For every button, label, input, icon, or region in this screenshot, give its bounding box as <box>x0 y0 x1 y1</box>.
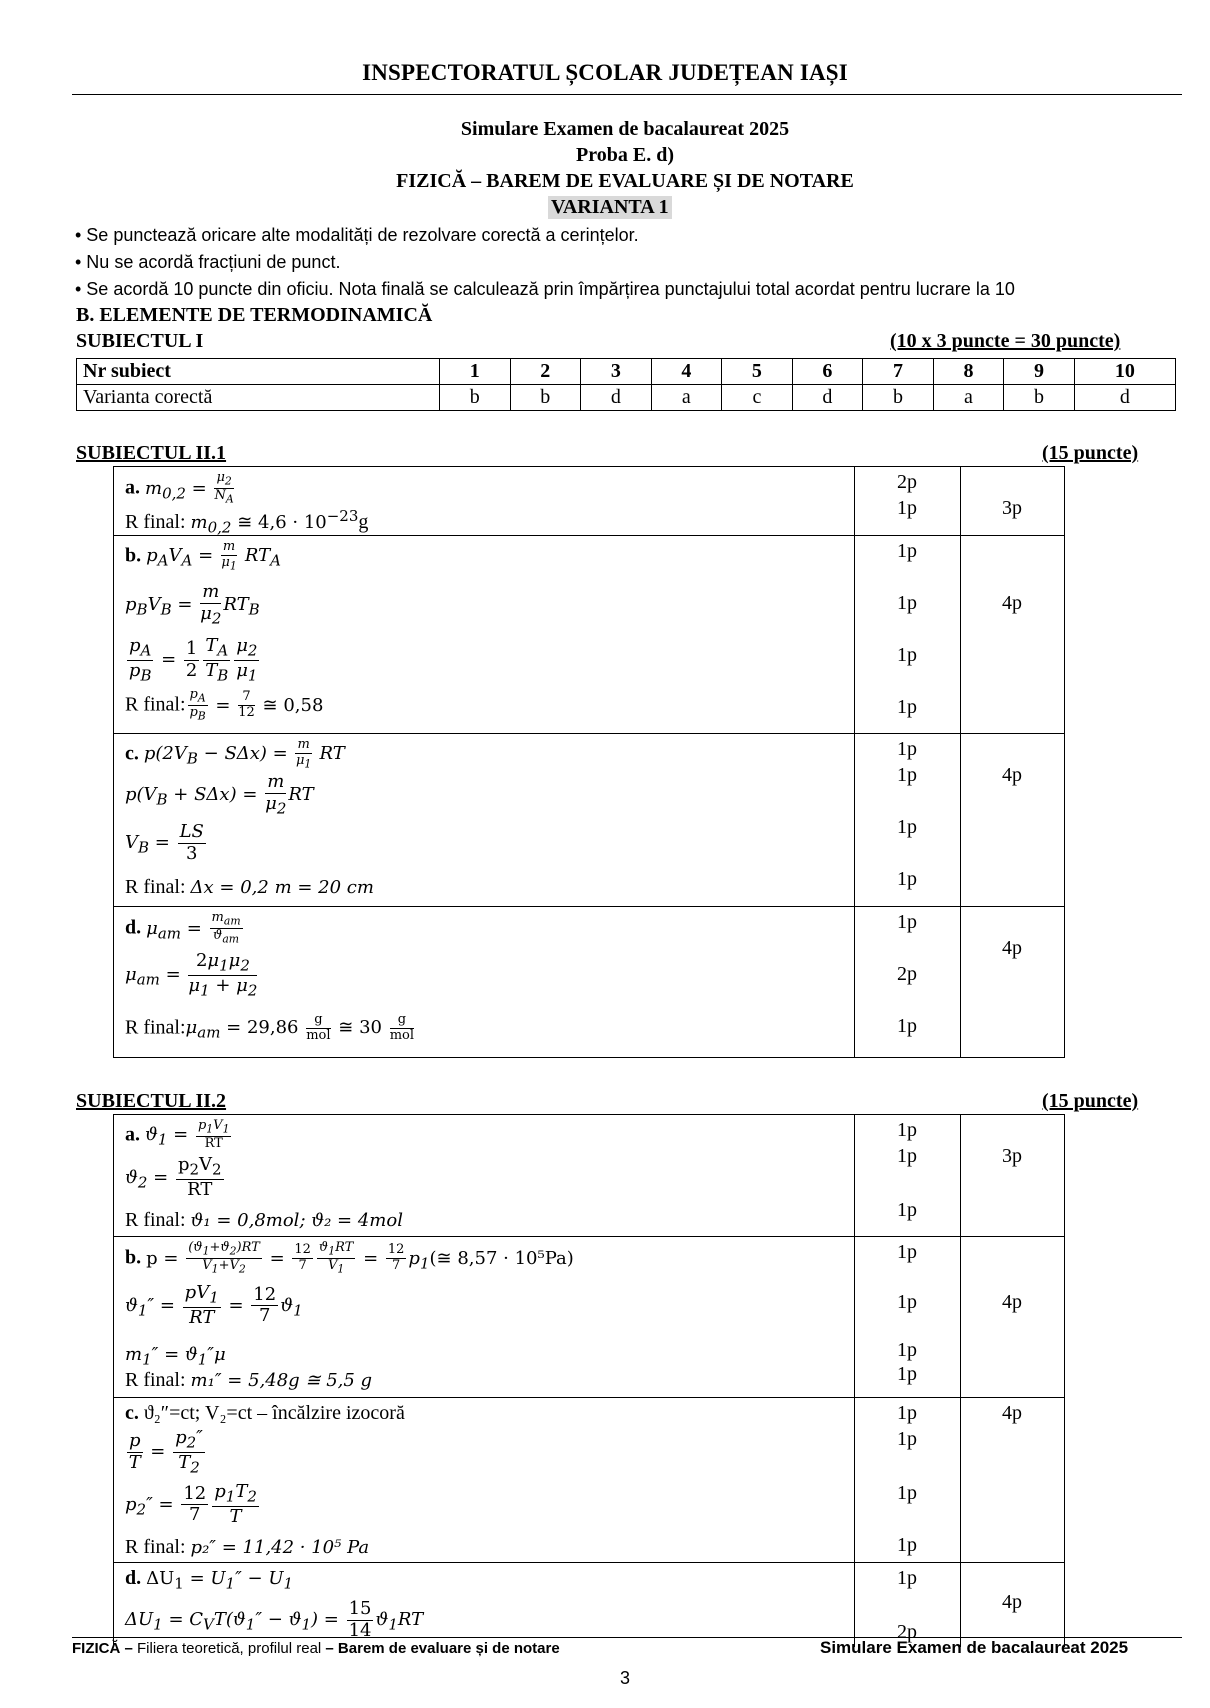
table-cell: b <box>510 385 581 411</box>
final-value: Δx = 0,2 m = 20 cm <box>190 877 374 898</box>
rule-1: • Se punctează oricare alte modalități de rezolvare corectă a cerințelor. <box>75 225 639 245</box>
points: 1p <box>897 1339 917 1361</box>
unit-numerator: g <box>390 1013 414 1029</box>
table-header-label: Nr subiect <box>77 359 440 385</box>
final-label: R final: <box>125 1536 186 1558</box>
table-cell: a <box>933 385 1004 411</box>
final-label: R final: <box>125 1016 186 1039</box>
total-points: 3p <box>1002 497 1022 519</box>
points: 1p <box>897 1241 917 1263</box>
unit-denominator: mol <box>306 1027 331 1043</box>
subject22-row-d: d. $\Delta U_1 = U_1'' - U_1$ $\Delta U_1 = C_VT(ϑ_1'' - ϑ_1)$ = $\frac{15}{14}$ $ϑ_1RT$ 1p 2p 4p <box>114 1562 1064 1647</box>
item-label: d <box>125 1567 137 1589</box>
total-points: 4p <box>1002 1402 1022 1424</box>
section-title: B. ELEMENTE DE TERMODINAMICĂ <box>76 304 433 326</box>
total-points: 4p <box>1002 592 1022 614</box>
table-cell: 2 <box>510 359 581 385</box>
table-cell: b <box>863 385 934 411</box>
final-value: ≅ 4,6 · 10 <box>237 512 327 533</box>
points: 1p <box>897 1567 917 1589</box>
table-cell: 8 <box>933 359 1004 385</box>
table-cell: 6 <box>792 359 863 385</box>
points: 1p <box>897 1363 917 1385</box>
points: 1p <box>897 540 917 562</box>
subject22-row-a: a. $ϑ_1$ = $\frac{p_1V_1}{RT}$ $ϑ_2$ = $\frac{p_2V_2}{RT}$ R final: ϑ₁ = 0,8mol; ϑ₂ = 4mol 1p 1p 1p 3p <box>114 1115 1064 1236</box>
points: 1p <box>897 1145 917 1167</box>
item-label: b <box>125 544 137 567</box>
points: 1p <box>897 816 917 838</box>
final-unit: g <box>358 511 369 533</box>
final-value: m₁″ = 5,48g ≅ 5,5 g <box>190 1370 373 1391</box>
table-cell: 10 <box>1074 359 1175 385</box>
table-answer-label: Varianta corectă <box>77 385 440 411</box>
points: 2p <box>897 1621 917 1643</box>
table-cell: 5 <box>722 359 793 385</box>
total-points: 4p <box>1002 1591 1022 1613</box>
final-label: R final: <box>125 1209 186 1231</box>
points: 1p <box>897 1402 917 1424</box>
header-divider <box>72 94 1182 95</box>
points: 1p <box>897 1291 917 1313</box>
exam-proba: Proba E. d) <box>576 144 674 166</box>
table-cell: a <box>651 385 722 411</box>
item-label: a <box>125 1123 135 1146</box>
total-points: 4p <box>1002 764 1022 786</box>
footer-left: FIZICĂ – Filiera teoretică, profilul real – Barem de evaluare și de notare <box>72 1640 560 1657</box>
points: 2p <box>897 963 917 985</box>
final-value-rounded: ≅ 30 <box>338 1017 382 1039</box>
points: 1p <box>897 738 917 760</box>
subject21-grid <box>113 466 1065 1058</box>
subject22-grid <box>113 1114 1065 1647</box>
table-cell: d <box>1074 385 1175 411</box>
points: 1p <box>897 1119 917 1141</box>
table-cell: 1 <box>440 359 511 385</box>
subject21-row-a: a. $m_{0,2}$ = $\frac{\mu_2}{N_A}$ R final: $m_{0,2}$ ≅ $4,6 \cdot 10^{-23}g$ 2p 1p 3p <box>114 467 1064 535</box>
page-header-title: INSPECTORATUL ȘCOLAR JUDEȚEAN IAȘI <box>362 60 848 85</box>
subject21-title: SUBIECTUL II.1 <box>76 442 227 464</box>
final-label: R final: <box>125 693 186 716</box>
subject22-row-c: c. ϑ₂″=ct; V₂=ct – încălzire izocoră $\frac{p}{T}$ = $\frac{p_2''}{T_2}$ $p_2''$ = $\frac{12}{7}$ $\frac{p_1T_2}{T}$ R final: p₂″ = 11,42 · 10⁵ Pa 1p 1p 1p 1p 4p <box>114 1397 1064 1562</box>
subject21-points: (15 puncte) <box>1042 442 1139 464</box>
table-cell: 9 <box>1004 359 1075 385</box>
item-label: c <box>125 1402 134 1424</box>
final-value: ≅ 0,58 <box>262 694 324 716</box>
total-points: 4p <box>1002 1291 1022 1313</box>
points: 1p <box>897 592 917 614</box>
final-value: = 29,86 <box>226 1017 299 1039</box>
subject1-title: SUBIECTUL I <box>76 330 204 352</box>
final-value: p₂″ = 11,42 · 10⁵ Pa <box>190 1537 370 1558</box>
item-label: c <box>125 742 134 765</box>
subject21-row-c: c. $p(2V_B - S\Delta x)$ = $\frac{m}{\mu_1}$ RT $p(V_B + S\Delta x)$ = $\frac{m}{\mu_2}$ RT $V_B$ = $\frac{LS}{3}$ R final: Δx = 0,2 m = 20 cm 1p 1p 1p 1p 4p <box>114 733 1064 906</box>
points: 1p <box>897 764 917 786</box>
unit-denominator: mol <box>389 1027 415 1043</box>
rule-2: • Nu se acordă fracțiuni de punct. <box>75 252 341 272</box>
subject1-points: (10 x 3 puncte = 30 puncte) <box>890 330 1121 352</box>
table-row <box>77 385 1176 411</box>
subject21-row-d: d. $\mu_{am}$ = $m_{am}$ $ϑ_{am}$ $\mu_{am}$ = $\frac{2\mu_1\mu_2}{\mu_1 + \mu_2}$ R $final:\mu_{am} = 29,86$ g mol ≅ 30 g mol 1p 2p 1p 4p <box>114 906 1064 1057</box>
table-cell: d <box>792 385 863 411</box>
points: 1p <box>897 1199 917 1221</box>
answers-table <box>76 358 1176 411</box>
condition-text: ϑ₂″=ct; V₂=ct – încălzire izocoră <box>143 1402 405 1424</box>
points: 1p <box>897 1534 917 1556</box>
table-cell: 3 <box>581 359 652 385</box>
exam-subject: FIZICĂ – BAREM DE EVALUARE ȘI DE NOTARE <box>396 170 854 192</box>
final-exponent: −23 <box>326 507 359 525</box>
subject22-row-b: b. p = $\frac{(ϑ_1+ϑ_2)RT}{V_1+V_2}$ = $\frac{12}{7}$ $\frac{ϑ_1RT}{V_1}$ = $\frac{12}{7}$ $p_1(≅$ 8,57 · 10⁵Pa) $ϑ_1''$ = $\frac{pV_1}{RT}$ = $\frac{12}{7}$ $ϑ_1$ $m_1'' = ϑ_1''\mu$ R final: m₁″ = 5,48g ≅ 5,5 g 1p 1p 1p 1p 4p <box>114 1236 1064 1397</box>
points: 2p <box>897 471 917 493</box>
points: 1p <box>897 911 917 933</box>
total-points: 3p <box>1002 1145 1022 1167</box>
subject22-title: SUBIECTUL II.2 <box>76 1090 227 1112</box>
footer-right: Simulare Examen de bacalaureat 2025 <box>820 1638 1129 1657</box>
table-cell: b <box>440 385 511 411</box>
subject22-points: (15 puncte) <box>1042 1090 1139 1112</box>
points: 1p <box>897 644 917 666</box>
points: 1p <box>897 696 917 718</box>
rule-3: • Se acordă 10 puncte din oficiu. Nota finală se calculează prin împărțirea punctajului total acordat pentru lucrare la 10 <box>75 279 1015 299</box>
table-cell: c <box>722 385 793 411</box>
variant-label: VARIANTA 1 <box>548 196 672 219</box>
item-label: a <box>125 476 135 499</box>
final-label: R final: <box>125 1369 186 1391</box>
exam-title: Simulare Examen de bacalaureat 2025 <box>460 118 790 140</box>
item-label: d <box>125 916 137 939</box>
points: 1p <box>897 497 917 519</box>
final-value: ϑ₁ = 0,8mol; ϑ₂ = 4mol <box>190 1210 403 1231</box>
final-label: R final: <box>125 511 186 533</box>
final-label: R final: <box>125 876 186 898</box>
item-label: b <box>125 1246 137 1269</box>
subject21-row-b: b. $p_AV_A$ = $\frac{m}{\mu_1}$ $RT_A$ $p_BV_B$ = $\frac{m}{\mu_2}$ $RT_B$ $\frac{p_A}{p_B}$ = $\frac{1}{2}$ $\frac{T_A}{T_B}$ $\frac{\mu_2}{\mu_1}$ R final: $\frac{p_A}{p_B}$ = $\frac{7}{12}$ ≅ 0,58 1p 1p 1p 1p 4p <box>114 535 1064 733</box>
total-points: 4p <box>1002 937 1022 959</box>
page-number: 3 <box>619 1668 630 1688</box>
points: 1p <box>897 1015 917 1037</box>
table-cell: 4 <box>651 359 722 385</box>
points: 1p <box>897 868 917 890</box>
unit-numerator: g <box>306 1013 330 1029</box>
points: 1p <box>897 1482 917 1504</box>
points: 1p <box>897 1428 917 1450</box>
table-row <box>77 359 1176 385</box>
pressure-value: (≅ 8,57 · 10⁵Pa) <box>429 1247 574 1269</box>
table-cell: d <box>581 385 652 411</box>
table-cell: b <box>1004 385 1075 411</box>
table-cell: 7 <box>863 359 934 385</box>
